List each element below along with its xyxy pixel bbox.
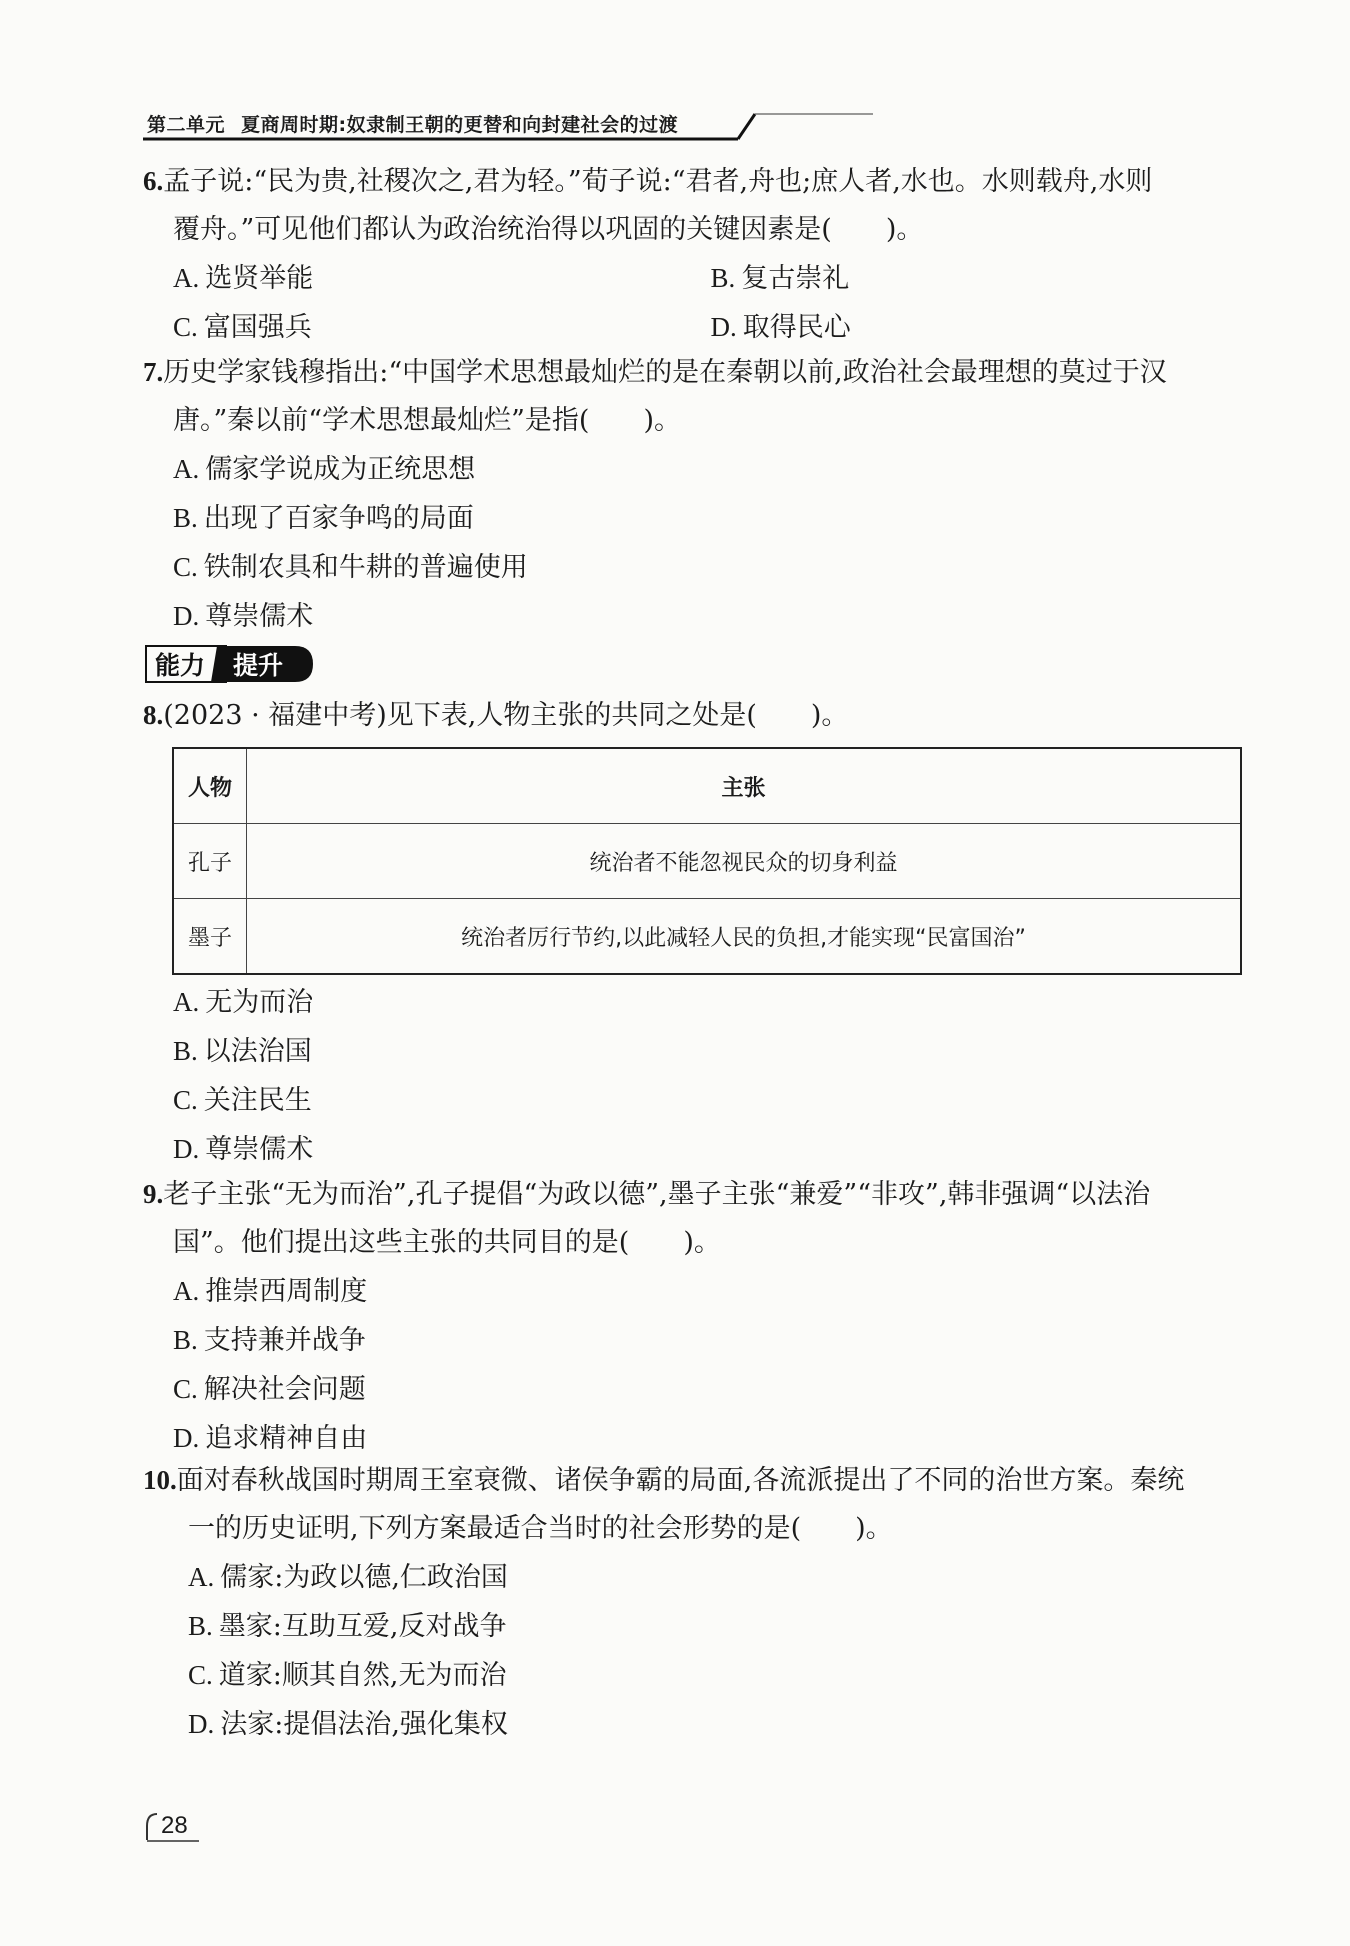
option-row bbox=[143, 254, 1248, 303]
section-banner-shape bbox=[145, 645, 315, 683]
table-header-cell: 人物 bbox=[173, 748, 247, 824]
option-letter: D. bbox=[173, 1134, 200, 1164]
table-header-row bbox=[173, 748, 1241, 824]
option-letter: B. bbox=[710, 263, 736, 293]
table-cell: 墨子 bbox=[173, 899, 247, 975]
option-a[interactable] bbox=[143, 1267, 1248, 1316]
option-d[interactable] bbox=[711, 303, 1249, 352]
option-letter: D. bbox=[173, 1423, 200, 1453]
option-letter: C. bbox=[173, 1085, 198, 1115]
question-9 bbox=[143, 1170, 1248, 1463]
option-text: 墨家:互助互爱,反对战争 bbox=[218, 1611, 507, 1642]
option-letter: A. bbox=[173, 987, 200, 1017]
option-letter: A. bbox=[173, 454, 200, 484]
option-text: 取得民心 bbox=[742, 312, 851, 343]
option-d[interactable] bbox=[143, 1125, 1248, 1174]
option-letter: C. bbox=[173, 1374, 198, 1404]
option-letter: C. bbox=[173, 552, 198, 582]
question-text-line-2: 一的历史证明,下列方案最适合当时的社会形势的是( )。 bbox=[188, 1513, 893, 1544]
option-letter: C. bbox=[188, 1660, 213, 1690]
option-c[interactable] bbox=[143, 543, 1248, 592]
option-a[interactable] bbox=[143, 445, 1248, 494]
table-cell: 统治者厉行节约,以此减轻人民的负担,才能实现“民富国治” bbox=[247, 899, 1242, 975]
question-10 bbox=[143, 1456, 1248, 1749]
option-letter: B. bbox=[173, 503, 198, 533]
question-text-line-2: 国”。他们提出这些主张的共同目的是( )。 bbox=[173, 1227, 721, 1258]
question-number: 7. bbox=[143, 357, 164, 387]
question-text-line-1: 孟子说:“民为贵,社稷次之,君为轻。”荀子说:“君者,舟也;庶人者,水也。水则载舟,水则 bbox=[163, 166, 1153, 197]
question-stem bbox=[143, 691, 1248, 740]
option-text: 选贤举能 bbox=[205, 263, 314, 294]
table-row bbox=[173, 899, 1241, 975]
option-text: 富国强兵 bbox=[203, 312, 312, 343]
option-text: 复古崇礼 bbox=[741, 263, 850, 294]
option-c[interactable] bbox=[143, 1651, 1248, 1700]
option-c[interactable] bbox=[143, 1076, 1248, 1125]
question-stem bbox=[143, 348, 1248, 397]
option-text: 关注民生 bbox=[203, 1085, 312, 1116]
section-banner bbox=[145, 645, 315, 683]
question-text-line-1: (2023 · 福建中考)见下表,人物主张的共同之处是( )。 bbox=[163, 700, 849, 731]
question-text-line-1: 历史学家钱穆指出:“中国学术思想最灿烂的是在秦朝以前,政治社会最理想的莫过于汉 bbox=[163, 357, 1167, 388]
option-letter: A. bbox=[173, 263, 200, 293]
option-text: 儒家:为政以德,仁政治国 bbox=[220, 1562, 508, 1593]
question-stem bbox=[143, 157, 1248, 206]
option-b[interactable] bbox=[143, 1316, 1248, 1365]
option-letter: D. bbox=[710, 312, 737, 342]
question-number: 6. bbox=[143, 166, 164, 196]
page-header bbox=[143, 106, 873, 142]
question-number: 9. bbox=[143, 1179, 164, 1209]
question-text-line-2: 唐。”秦以前“学术思想最灿烂”是指( )。 bbox=[173, 405, 681, 436]
option-text: 追求精神自由 bbox=[205, 1423, 368, 1454]
option-letter: D. bbox=[173, 601, 200, 631]
option-text: 儒家学说成为正统思想 bbox=[205, 454, 476, 485]
option-text: 道家:顺其自然,无为而治 bbox=[218, 1660, 507, 1691]
option-b[interactable] bbox=[143, 494, 1248, 543]
option-letter: B. bbox=[173, 1325, 198, 1355]
option-text: 支持兼并战争 bbox=[203, 1325, 366, 1356]
option-text: 尊崇儒术 bbox=[205, 601, 314, 632]
unit-title: 夏商周时期:奴隶制王朝的更替和向封建社会的过渡 bbox=[241, 114, 679, 136]
table-cell: 统治者不能忽视民众的切身利益 bbox=[247, 824, 1242, 899]
option-c[interactable] bbox=[143, 1365, 1248, 1414]
option-a[interactable] bbox=[143, 978, 1248, 1027]
option-row bbox=[143, 303, 1248, 352]
option-d[interactable] bbox=[143, 1700, 1248, 1749]
table-header-cell: 主张 bbox=[247, 748, 1242, 824]
option-text: 法家:提倡法治,强化集权 bbox=[220, 1709, 508, 1740]
option-letter: B. bbox=[173, 1036, 198, 1066]
question-text-line-1: 老子主张“无为而治”,孔子提倡“为政以德”,墨子主张“兼爱”“非攻”,韩非强调“以法治 bbox=[163, 1179, 1151, 1210]
option-letter: A. bbox=[188, 1562, 215, 1592]
option-text: 无为而治 bbox=[205, 987, 314, 1018]
header-text bbox=[147, 110, 678, 137]
question-text-line-1: 面对春秋战国时期周王室衰微、诸侯争霸的局面,各流派提出了不同的治世方案。秦统 bbox=[176, 1465, 1185, 1496]
option-letter: C. bbox=[173, 312, 198, 342]
option-text: 尊崇儒术 bbox=[205, 1134, 314, 1165]
option-b[interactable] bbox=[711, 254, 1249, 303]
option-text: 铁制农具和牛耕的普遍使用 bbox=[203, 552, 528, 583]
table-cell: 孔子 bbox=[173, 824, 247, 899]
table-row bbox=[173, 824, 1241, 899]
option-b[interactable] bbox=[143, 1027, 1248, 1076]
option-letter: D. bbox=[188, 1709, 215, 1739]
option-c[interactable] bbox=[173, 303, 711, 352]
question-8-options bbox=[143, 978, 1248, 1174]
question-number: 8. bbox=[143, 700, 164, 730]
comparison-table bbox=[172, 747, 1242, 975]
option-a[interactable] bbox=[173, 254, 711, 303]
question-7 bbox=[143, 348, 1248, 641]
question-number: 10. bbox=[143, 1465, 177, 1495]
option-text: 出现了百家争鸣的局面 bbox=[203, 503, 474, 534]
section-title-part-2: 提升 bbox=[233, 651, 284, 680]
page-number: 28 bbox=[161, 1812, 188, 1839]
question-8 bbox=[143, 691, 1248, 740]
question-6 bbox=[143, 157, 1248, 352]
section-title-part-1: 能力 bbox=[155, 651, 206, 680]
option-a[interactable] bbox=[143, 1553, 1248, 1602]
option-text: 推崇西周制度 bbox=[205, 1276, 368, 1307]
option-letter: A. bbox=[173, 1276, 200, 1306]
page-number-badge bbox=[143, 1810, 203, 1844]
option-text: 解决社会问题 bbox=[203, 1374, 366, 1405]
question-stem bbox=[143, 1456, 1248, 1505]
question-stem bbox=[143, 1170, 1248, 1219]
option-letter: B. bbox=[188, 1611, 213, 1641]
question-text-line-2: 覆舟。”可见他们都认为政治统治得以巩固的关键因素是( )。 bbox=[173, 214, 924, 245]
unit-label: 第二单元 bbox=[147, 114, 226, 136]
option-d[interactable] bbox=[143, 592, 1248, 641]
option-b[interactable] bbox=[143, 1602, 1248, 1651]
option-text: 以法治国 bbox=[203, 1036, 312, 1067]
